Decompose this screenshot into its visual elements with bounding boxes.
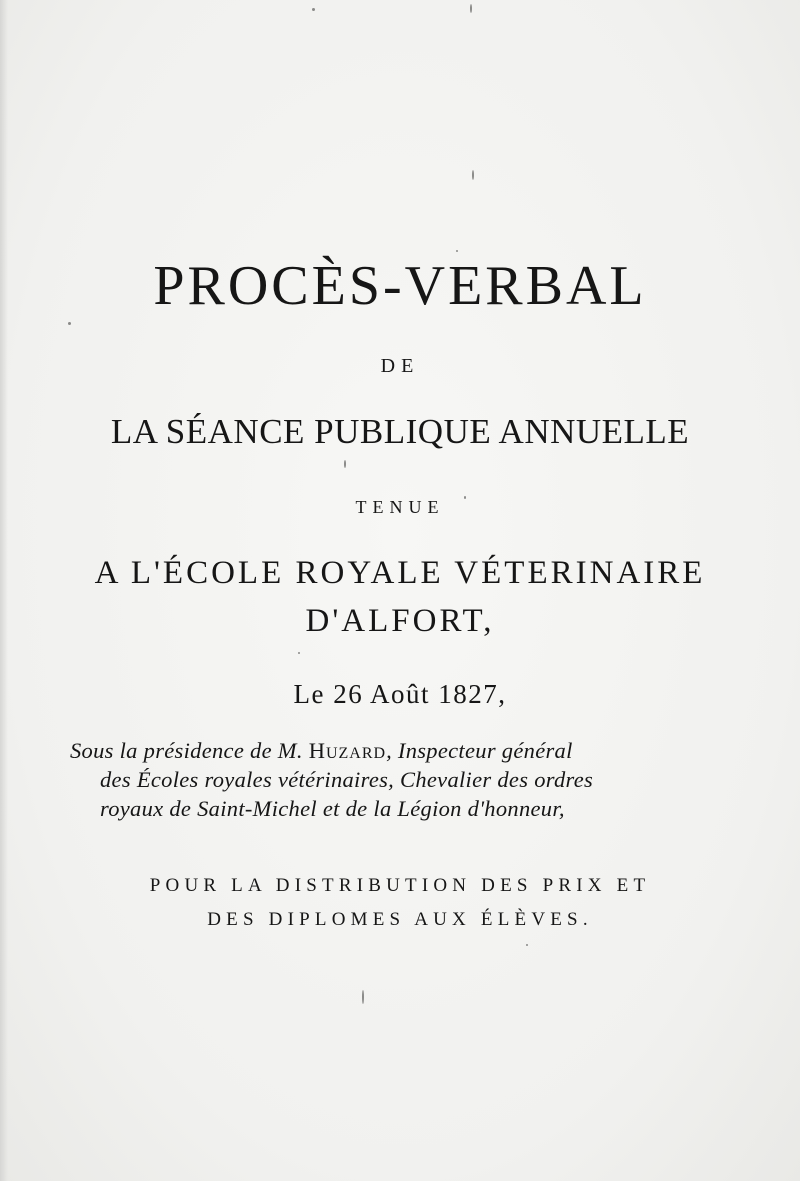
prix-line-2: DES DIPLOMES AUX ÉLÈVES. [207,909,593,930]
presidence-line-3: royaux de Saint-Michel et de la Légion d'honneur, [100,796,565,821]
paper-speck [68,322,71,325]
paper-speck [312,8,315,11]
prix-line-1: POUR LA DISTRIBUTION DES PRIX ET [149,875,651,896]
paper-speck [472,170,474,180]
paper-speck [526,944,528,946]
presidence-paragraph [70,736,686,823]
paper-speck [464,496,466,499]
paper-speck [470,4,472,13]
presidence-line-1 [70,736,686,765]
subtitle-alfort: D'ALFORT, [305,603,495,639]
paper-speck [456,250,458,252]
subtitle-seance: LA SÉANCE PUBLIQUE ANNUELLE [110,412,690,451]
paper-speck [362,990,364,1004]
president-name: Huzard [308,738,387,763]
subtitle-ecole: A L'ÉCOLE ROYALE VÉTERINAIRE [94,555,706,591]
subtitle-tenue: TENUE [355,497,445,517]
document-title: PROCÈS-VERBAL [153,255,647,317]
paper-speck [344,460,346,468]
session-date: Le 26 Août 1827, [293,679,507,709]
presidence-text-b: , Inspecteur général [386,738,573,763]
presidence-line-2: des Écoles royales vétérinaires, Chevalier des ordres [100,767,594,792]
paper-speck [298,652,300,654]
subtitle-de: DE [380,355,420,377]
presidence-text-a: Sous la présidence de M. [70,738,309,763]
